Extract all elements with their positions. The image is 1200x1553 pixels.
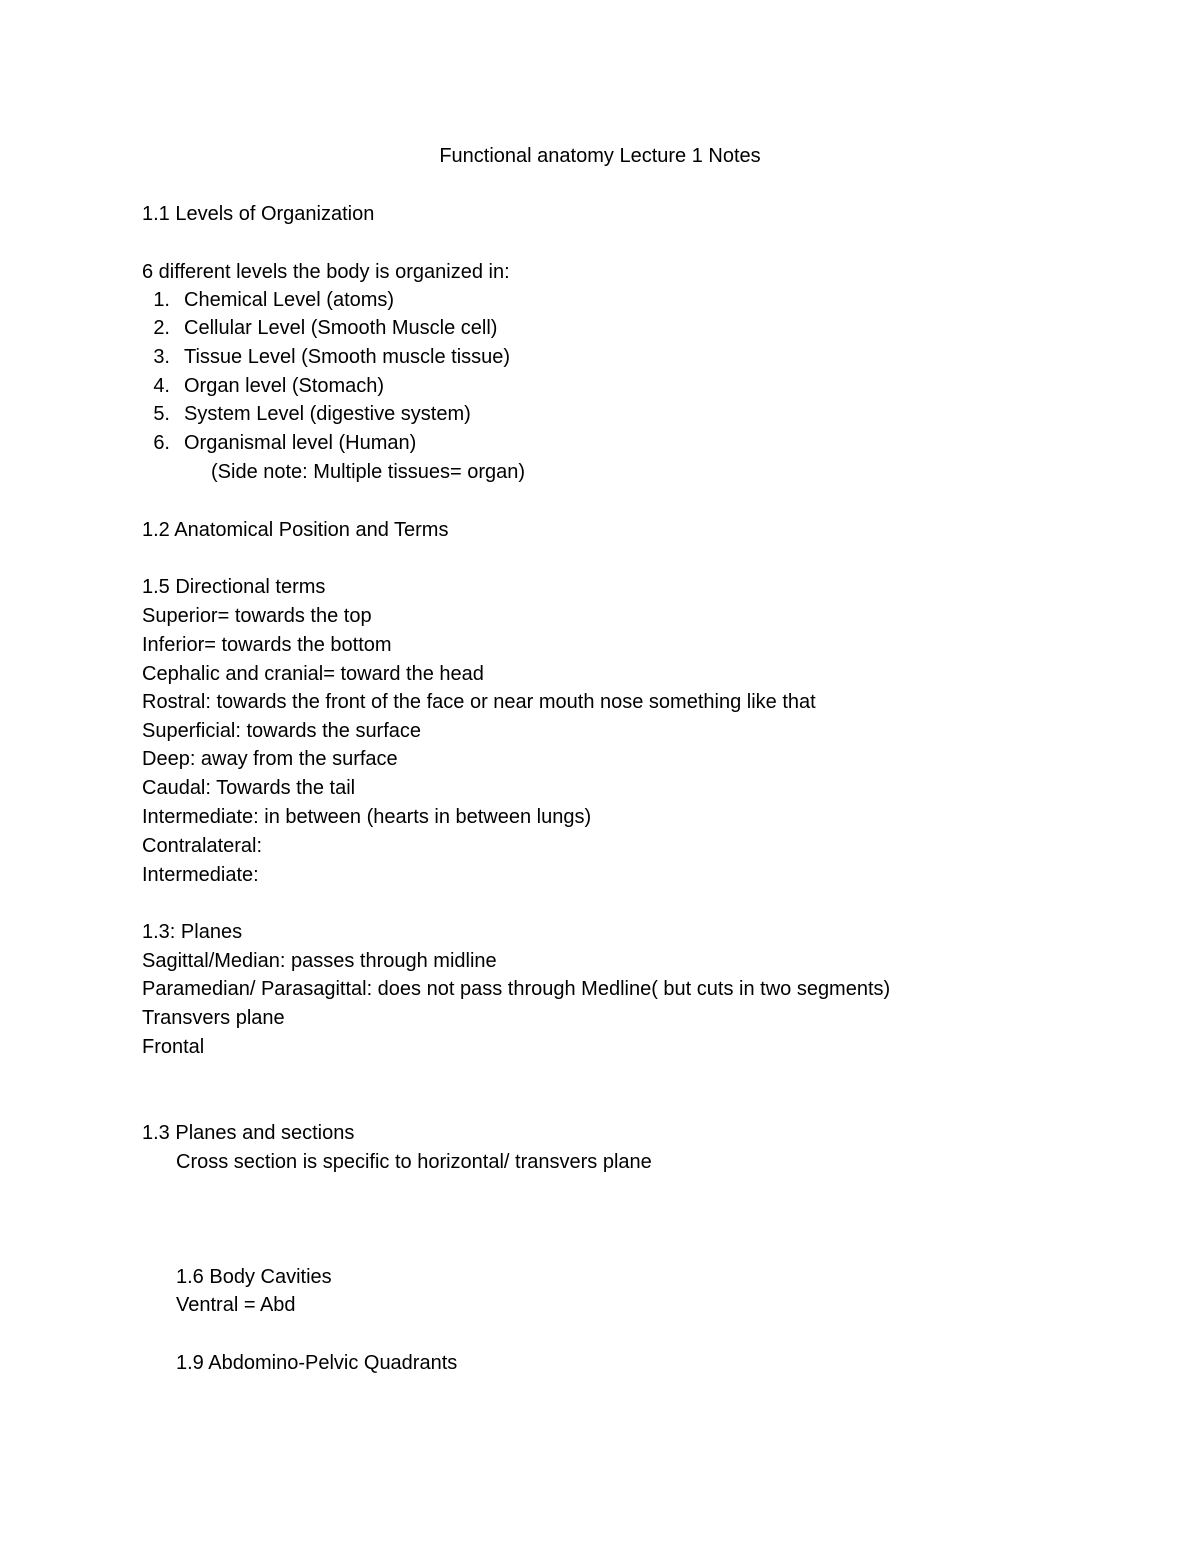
directional-term-line: Rostral: towards the front of the face or near mouth nose something like that	[142, 691, 816, 713]
directional-term-line: Cephalic and cranial= toward the head	[142, 663, 484, 685]
directional-term-line: Contralateral:	[142, 835, 263, 857]
plane-line: Frontal	[142, 1036, 205, 1058]
document-title: Functional anatomy Lecture 1 Notes	[439, 145, 761, 167]
section-heading-abdomino-pelvic-quadrants: 1.9 Abdomino-Pelvic Quadrants	[176, 1352, 458, 1374]
list-item	[142, 314, 497, 342]
list-item-text: Cellular Level (Smooth Muscle cell)	[184, 317, 498, 339]
list-item	[142, 286, 394, 314]
directional-term-line: Superior= towards the top	[142, 605, 372, 627]
directional-term-line: Deep: away from the surface	[142, 748, 398, 770]
list-item	[142, 343, 510, 371]
section-heading-levels-of-organization: 1.1 Levels of Organization	[142, 203, 375, 225]
plane-line: Paramedian/ Parasagittal: does not pass through Medline( but cuts in two segments)	[142, 978, 891, 1000]
list-item-number: 1.	[153, 289, 170, 311]
directional-term-line: Caudal: Towards the tail	[142, 777, 356, 799]
list-item	[142, 372, 384, 400]
list-item-text: Organ level (Stomach)	[184, 375, 385, 397]
list-item-text: Tissue Level (Smooth muscle tissue)	[184, 346, 511, 368]
list-item-text: Organismal level (Human)	[184, 432, 417, 454]
list-item-number: 3.	[153, 346, 170, 368]
side-note: (Side note: Multiple tissues= organ)	[211, 461, 526, 483]
directional-term-line: Superficial: towards the surface	[142, 720, 422, 742]
directional-term-line: Intermediate:	[142, 864, 259, 886]
planes-sections-line: Cross section is specific to horizontal/ transvers plane	[176, 1151, 652, 1173]
section-heading-planes: 1.3: Planes	[142, 921, 243, 943]
levels-intro: 6 different levels the body is organized in:	[142, 261, 510, 283]
list-item	[142, 400, 471, 428]
list-item-text: Chemical Level (atoms)	[184, 289, 395, 311]
directional-term-line: Intermediate: in between (hearts in between lungs)	[142, 806, 592, 828]
plane-line: Sagittal/Median: passes through midline	[142, 950, 497, 972]
directional-term-line: Inferior= towards the bottom	[142, 634, 392, 656]
body-cavities-line: Ventral = Abd	[176, 1294, 296, 1316]
section-heading-directional-terms: 1.5 Directional terms	[142, 576, 326, 598]
list-item-text: System Level (digestive system)	[184, 403, 471, 425]
list-item	[142, 429, 416, 457]
list-item-number: 2.	[153, 317, 170, 339]
list-item-number: 5.	[153, 403, 170, 425]
section-heading-body-cavities: 1.6 Body Cavities	[176, 1266, 332, 1288]
list-item-number: 6.	[153, 432, 170, 454]
list-item-number: 4.	[153, 375, 170, 397]
section-heading-planes-and-sections: 1.3 Planes and sections	[142, 1122, 355, 1144]
section-heading-anatomical-position: 1.2 Anatomical Position and Terms	[142, 519, 449, 541]
plane-line: Transvers plane	[142, 1007, 285, 1029]
